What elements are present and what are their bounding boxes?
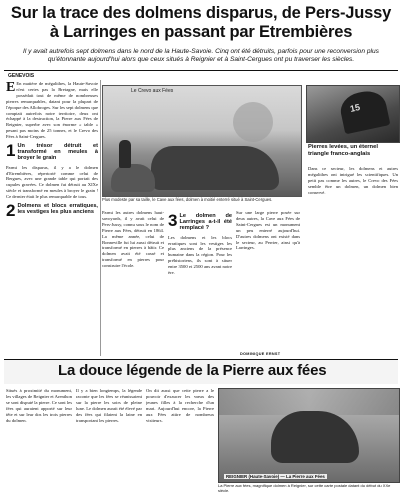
headline-line-2: à Larringes en passant par Etrembières	[49, 23, 353, 41]
column-divider	[100, 80, 101, 356]
column-4	[236, 210, 300, 358]
sidebar-paragraph: Dans ce secteur, les dolmens et autres mégalithes ont intrigué les scientifiques. Un petit pas comme les autres, le Crevo des Fées semble être un dolmen, un dolmen bien conservé.	[308, 166, 398, 195]
sidebar-text	[308, 166, 398, 356]
column-2	[102, 210, 164, 358]
bottom-column-2	[76, 388, 142, 496]
bottom-column-3	[146, 388, 214, 496]
bottom-col3-text: On dit aussi que cette pierre a le pouvoir d'exaucer les vœux des jeunes filles à la recherche d'un mari. Aujourd'hui encore, la Pierre aux Fées attire de nombreux visiteurs.	[146, 388, 214, 423]
bottom-col2-text: Il y a bien longtemps, la légende raconte que les fées se réunissaient sur la pierre les soirs de pleine lune. Le dolmen aurait été élevé par des fées qui filaient la laine en transportant les pierres.	[76, 388, 142, 423]
subhead-1-number: 1	[6, 141, 16, 161]
plaque-shape	[338, 88, 391, 135]
subhead-2	[6, 201, 98, 221]
headline-line-1: Sur la trace des dolmens disparus, de Pers-Jussy	[10, 4, 392, 22]
foreground-stone	[111, 164, 155, 192]
dropcap: E	[6, 81, 16, 95]
photo-credit: DOMINIQUE ERNST	[240, 352, 281, 356]
plaque-number: 15	[349, 102, 361, 114]
photo-bottom-caption: La Pierre aux fées, magnifique dolmen à Reignier, sur cette carte postale datant du début du XXe siècle.	[218, 483, 391, 493]
photo-dolmen-saint-cergues	[102, 85, 302, 197]
subhead-1-text: Un trésor détruit et transformé en meules à broyer le grain	[17, 143, 98, 162]
col3-text: Les dolmens et les blocs erratiques sont les vestiges les plus anciens de la présence humaine dans la région. Pour les préhistoriens, ils sont à situer entre 3500 et 2500 ans avant notre ère.	[168, 234, 232, 276]
col1-paragraph: Parmi les disparus, il y a le dolmen d'Etrembières, répertorié comme celui de Bergues, avec une grande table qui portait des cupules gravées. Ce dolmen fut détruit au XIXe siècle et transformé en meules à broyer le grain ! Ce dernier était le plus remarquable de tous.	[6, 164, 98, 200]
kicker-location: GENEVOIS	[8, 73, 35, 79]
subhead-3	[168, 213, 232, 232]
subhead-2-text: Dolmens et blocs erratiques, les vestiges les plus anciens	[17, 203, 98, 216]
dolmen-stone	[151, 146, 279, 190]
col1-intro: En matière de mégalithes, la Haute-Savoie n'est certes pas la Bretagne, mais elle possédait tout de même de nombreuses pierres remarquables, datant pour la plupart de l'époque des Allobroges. Sur les sept dolmens que comptait autrefois notre territoire, deux ont échappé à la destruction, la Pierre aux Fées de Reignier, superbe avec son énorme « table » pesant pas moins de 25 tonnes, et le Crevo des Fées à Saint-Cergues.	[6, 81, 98, 140]
photo-main-caption: Plus modeste par sa taille, le Cave aux fées, dolmen à moitié enterré situé à Saint-Cergues.	[102, 197, 273, 202]
headline	[4, 4, 398, 42]
column-1	[6, 81, 98, 356]
photo-sign-text: Le Crevo aux Fées	[131, 88, 174, 94]
subhead-3-number: 3	[168, 211, 178, 230]
photo-postcard	[218, 388, 400, 483]
subhead-2-number: 2	[6, 201, 16, 221]
column-3	[168, 210, 232, 358]
subhead-3-text: Le dolmen de Larringes a-t-il été remplacé ?	[179, 213, 232, 232]
bottom-column-1	[6, 388, 72, 496]
lede: Il y avait autrefois sept dolmens dans le nord de la Haute-Savoie. Cinq ont été détruits, parfois pour une reconversion plus qu'étonnante aujourd'hui alors que ceux situés à Reignier et à Saint-Cergues ont pu traverser les siècles.	[23, 48, 379, 63]
section-rule	[4, 359, 398, 360]
sidebar-title: Pierres levées, un éternel triangle franco-anglais	[308, 144, 378, 157]
top-rule	[4, 70, 398, 71]
photo-plaque	[306, 85, 400, 143]
col4-text: Sur une large pierre posée sur deux autres, la Cave aux Fées de Saint-Cergues est un monument un peu enterré aujourd'hui. D'autres dolmens ont existé dans le secteur, au Perrier, ainsi qu'à Larringes.	[236, 210, 300, 251]
bottom-col1-text: Situés à proximité du monument, les villages de Reignier et Arenthon se sont disputé la pierre. Ce sont les fées qui auraient apporté sur leur tête et sur leur dos les trois pierres du dolmen.	[6, 388, 72, 423]
section-title: La douce légende de la Pierre aux fées	[58, 362, 327, 379]
tree-shape	[233, 102, 273, 142]
pierre-aux-fees-stone	[271, 411, 359, 463]
postcard-plate: REIGNIER (Haute-Savoie) — La Pierre aux Fées	[226, 474, 325, 479]
person-silhouette	[119, 140, 131, 168]
subhead-1	[6, 143, 98, 162]
col2-text: Parmi les autres dolmens haut-savoyards, il y avait celui de Pers-Jussy, connu sous le nom de Pierre aux Fées, détruit en 1864. La même année, celui de Bonneville fut lui aussi détruit et transformé en pierres à bâtir. Ce dolmen avait été cassé et transformé en pierres pour construire l'école.	[102, 210, 164, 269]
